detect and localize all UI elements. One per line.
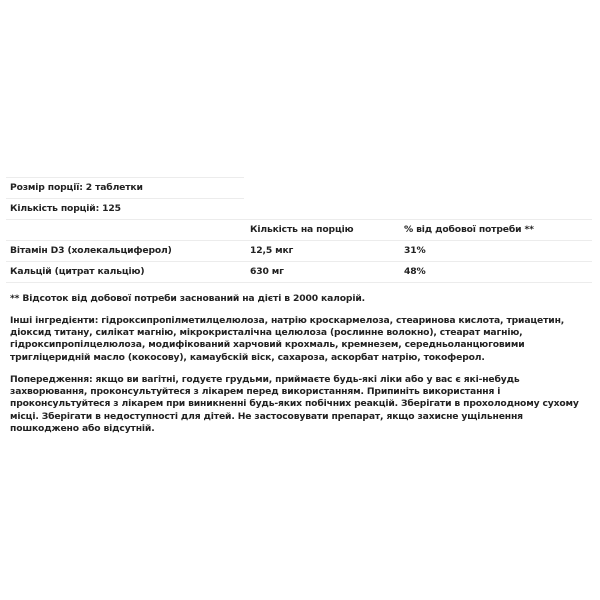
serving-size-row <box>6 177 244 198</box>
servings-count: Кількість порцій: 125 <box>10 203 121 214</box>
nutrient-name: Вітамін D3 (холекальциферол) <box>10 245 172 256</box>
other-ingredients: Інші інгредієнти: гідроксипропілметилцелюлоза, натрію кроскармелоза, стеаринова кислота, триацетин, діоксид титану, силікат магнію, мікрокристалічна целюлоза (рослинне волокно), стеарат магнію, гідроксипропілцелюлоза, модифікований харчовий крохмаль, кремнезем, середньоланцюговими тригліцеридній масло (кокосову), камаубскій віск, сахароза, аскорбат натрію, токоферол. <box>10 315 565 363</box>
table-header-row <box>6 219 592 240</box>
nutrient-amount: 12,5 мкг <box>250 245 294 256</box>
column-header-amount: Кількість на порцію <box>250 224 354 235</box>
nutrient-name: Кальцій (цитрат кальцію) <box>10 266 145 277</box>
table-row <box>6 261 592 283</box>
daily-value-footnote: ** Відсоток від добової потреби заснований на дієті в 2000 калорій. <box>10 293 365 304</box>
nutrient-amount: 630 мг <box>250 266 284 277</box>
nutrient-daily-value: 31% <box>404 245 426 256</box>
servings-count-row <box>6 198 244 219</box>
warning-text: Попередження: якщо ви вагітні, годуєте грудьми, приймаєте будь-які ліки або у вас є які-небудь захворювання, проконсультуйтеся з лікарем перед використанням. Припиніть використання і проконсультуйтеся з лікарем при виникненні будь-яких побічних реакцій. Зберігати в прохолодному сухому місці. Зберігати в недоступності для дітей. Не застосовувати препарат, якщо захисне ущільнення пошкоджено або відсутній. <box>10 374 579 434</box>
serving-size: Розмір порції: 2 таблетки <box>10 182 143 193</box>
table-row <box>6 240 592 261</box>
supplement-facts-table <box>6 177 592 283</box>
nutrient-daily-value: 48% <box>404 266 426 277</box>
column-header-daily-value: % від добової потреби ** <box>404 224 534 235</box>
